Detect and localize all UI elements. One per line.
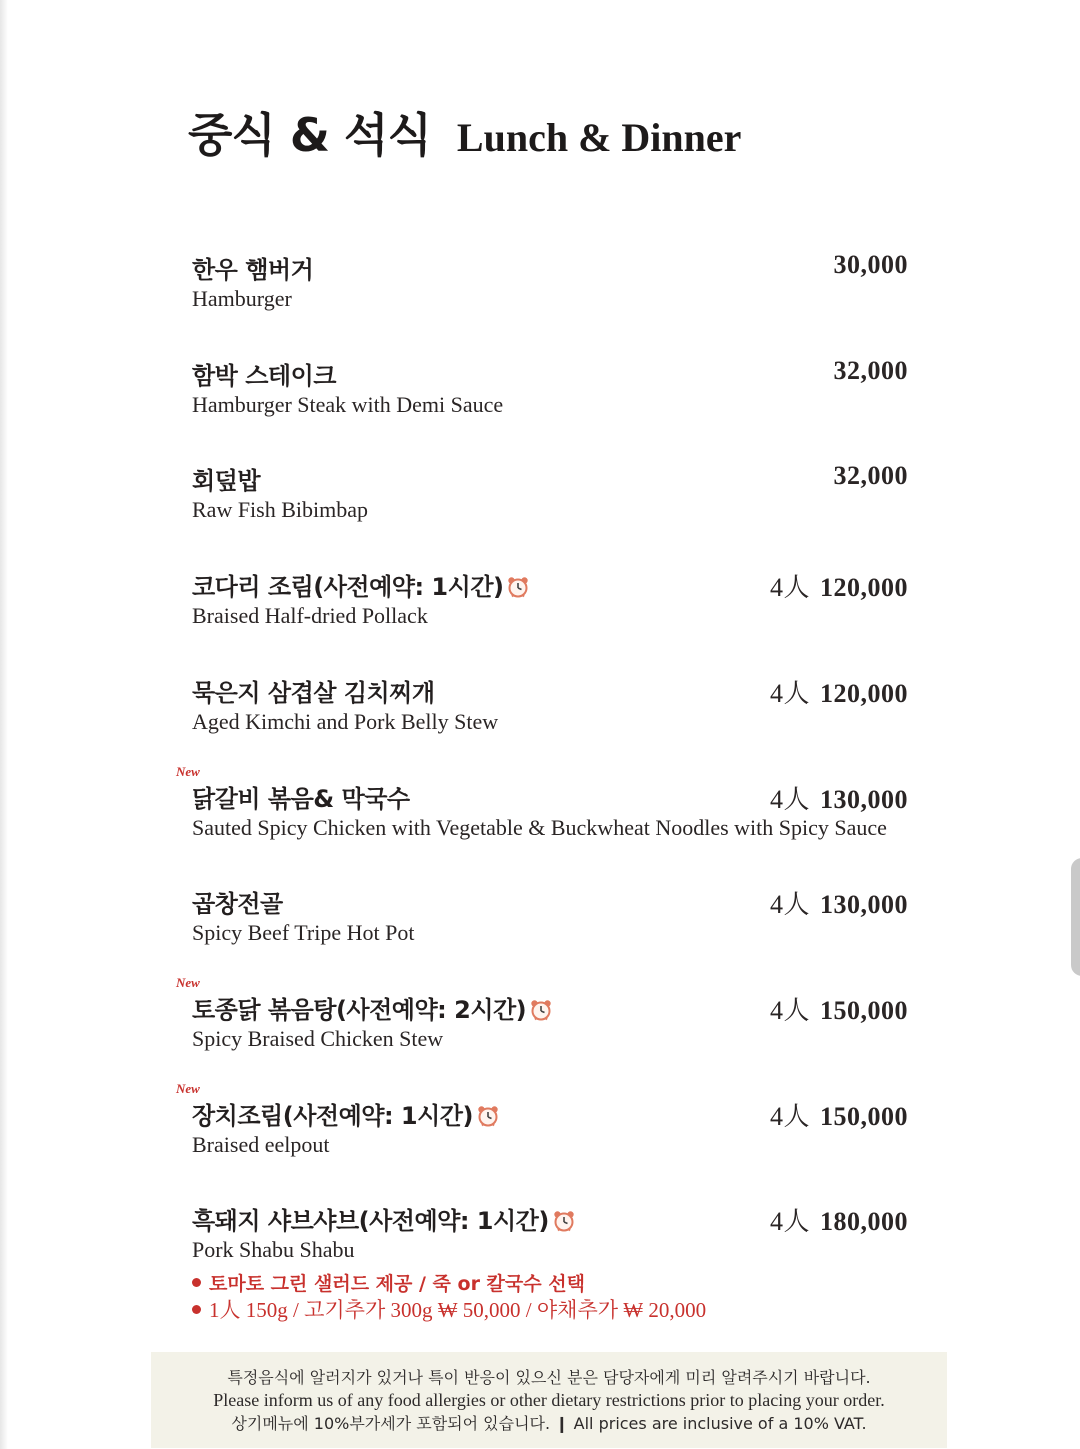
new-badge: New [176, 975, 200, 990]
item-name-english: Raw Fish Bibimbap [192, 497, 369, 522]
title-english: Lunch & Dinner [456, 115, 742, 160]
shabu-notes [192, 1270, 706, 1323]
item-price-wrap [770, 779, 908, 816]
item-price: 32,000 [833, 461, 908, 490]
item-name-korean-text: 한우 햄버거 [192, 256, 314, 284]
item-name-korean-text: 장치조림(사전예약: 1시간) [192, 1102, 473, 1130]
item-price: 180,000 [820, 1207, 908, 1236]
bullet-icon [192, 1278, 201, 1287]
item-price-wrap [770, 990, 908, 1027]
item-name-korean [192, 1201, 575, 1236]
item-name-korean [192, 884, 283, 919]
new-badge: New [176, 1081, 200, 1096]
item-price-wrap [834, 461, 909, 491]
bullet-icon [192, 1305, 201, 1314]
menu-item [192, 1201, 908, 1281]
item-name-korean [192, 779, 410, 814]
item-price: 32,000 [833, 356, 908, 385]
item-price: 130,000 [820, 890, 908, 919]
page-title [188, 108, 742, 162]
item-name-english: Braised eelpout [192, 1132, 330, 1157]
item-name-korean-text: 함박 스테이크 [192, 362, 336, 390]
item-name-english: Hamburger [192, 286, 292, 311]
item-name-korean-text: 닭갈비 볶음& 막국수 [192, 785, 410, 813]
menu-item [192, 461, 908, 541]
menu-item [176, 975, 908, 1070]
item-name-english: Braised Half-dried Pollack [192, 603, 428, 628]
alarm-clock-icon [507, 576, 529, 598]
item-price-wrap [834, 356, 909, 386]
alarm-clock-icon [553, 1210, 575, 1232]
item-name-english: Hamburger Steak with Demi Sauce [192, 392, 504, 417]
item-name-korean-text: 흑돼지 샤브샤브(사전예약: 1시간) [192, 1207, 549, 1235]
item-name-english: Spicy Braised Chicken Stew [192, 1026, 444, 1051]
note-line [192, 1270, 706, 1297]
item-price: 120,000 [820, 679, 908, 708]
new-badge: New [176, 764, 200, 779]
item-price-wrap [770, 567, 908, 604]
notice-vat: 상기메뉴에 10%부가세가 포함되어 있습니다. ❙ All prices are inclusive of a 10% VAT. [231, 1414, 867, 1433]
item-name-korean [192, 673, 435, 708]
note-text: 토마토 그린 샐러드 제공 / 죽 or 칼국수 선택 [209, 1273, 585, 1295]
menu-item [176, 1081, 908, 1176]
item-name-korean [192, 990, 552, 1025]
item-price-wrap [770, 673, 908, 710]
item-name-korean-text: 묵은지 삼겹살 김치찌개 [192, 679, 435, 707]
item-name-korean-text: 회덮밥 [192, 467, 261, 495]
item-name-korean-text: 토종닭 볶음탕(사전예약: 2시간) [192, 996, 527, 1024]
item-name-english: Pork Shabu Shabu [192, 1237, 355, 1262]
item-serves: 4人 [769, 1102, 810, 1131]
item-name-korean [192, 250, 313, 285]
item-name-english: Aged Kimchi and Pork Belly Stew [192, 709, 499, 734]
item-name-korean-text: 코다리 조림(사전예약: 1시간) [192, 573, 504, 601]
item-name-english: Spicy Beef Tripe Hot Pot [192, 920, 415, 945]
item-price: 30,000 [833, 250, 908, 279]
item-price-wrap [770, 1201, 908, 1238]
scroll-handle[interactable] [1071, 858, 1080, 976]
item-serves: 4人 [769, 573, 810, 602]
item-name-english: Sauted Spicy Chicken with Vegetable & Buckwheat Noodles with Spicy Sauce [192, 815, 887, 840]
item-name-korean [192, 356, 336, 391]
item-name-korean [192, 567, 529, 602]
item-price-wrap [770, 884, 908, 921]
item-serves: 4人 [769, 1207, 810, 1236]
item-price: 130,000 [820, 785, 908, 814]
menu-item [176, 764, 908, 859]
item-serves: 4人 [769, 679, 810, 708]
item-serves: 4人 [769, 890, 810, 919]
menu-item [192, 673, 908, 753]
page-edge-shadow [0, 0, 8, 1449]
item-price: 150,000 [820, 1102, 908, 1131]
menu-item [192, 250, 908, 330]
menu-item [192, 356, 908, 436]
item-serves: 4人 [769, 785, 810, 814]
note-text: 1人 150g / 고기추가 300g ₩ 50,000 / 야채추가 ₩ 20,000 [209, 1298, 707, 1322]
item-price: 150,000 [820, 996, 908, 1025]
item-price-wrap [834, 250, 909, 280]
alarm-clock-icon [530, 999, 552, 1021]
title-korean: 중식 & 석식 [188, 108, 431, 162]
alarm-clock-icon [477, 1105, 499, 1127]
item-price: 120,000 [820, 573, 908, 602]
notice-korean: 특정음식에 알러지가 있거나 특이 반응이 있으신 분은 담당자에게 미리 알려주시기 바랍니다. [227, 1368, 871, 1387]
allergy-notice [151, 1352, 947, 1448]
menu-item [192, 567, 908, 647]
item-serves: 4人 [769, 996, 810, 1025]
item-name-korean-text: 곱창전골 [192, 890, 283, 918]
item-name-korean [192, 461, 260, 496]
item-name-korean [192, 1096, 499, 1131]
notice-english: Please inform us of any food allergies or other dietary restrictions prior to placing your order. [213, 1390, 885, 1410]
menu-item [192, 884, 908, 964]
item-price-wrap [770, 1096, 908, 1133]
note-line [192, 1297, 706, 1323]
